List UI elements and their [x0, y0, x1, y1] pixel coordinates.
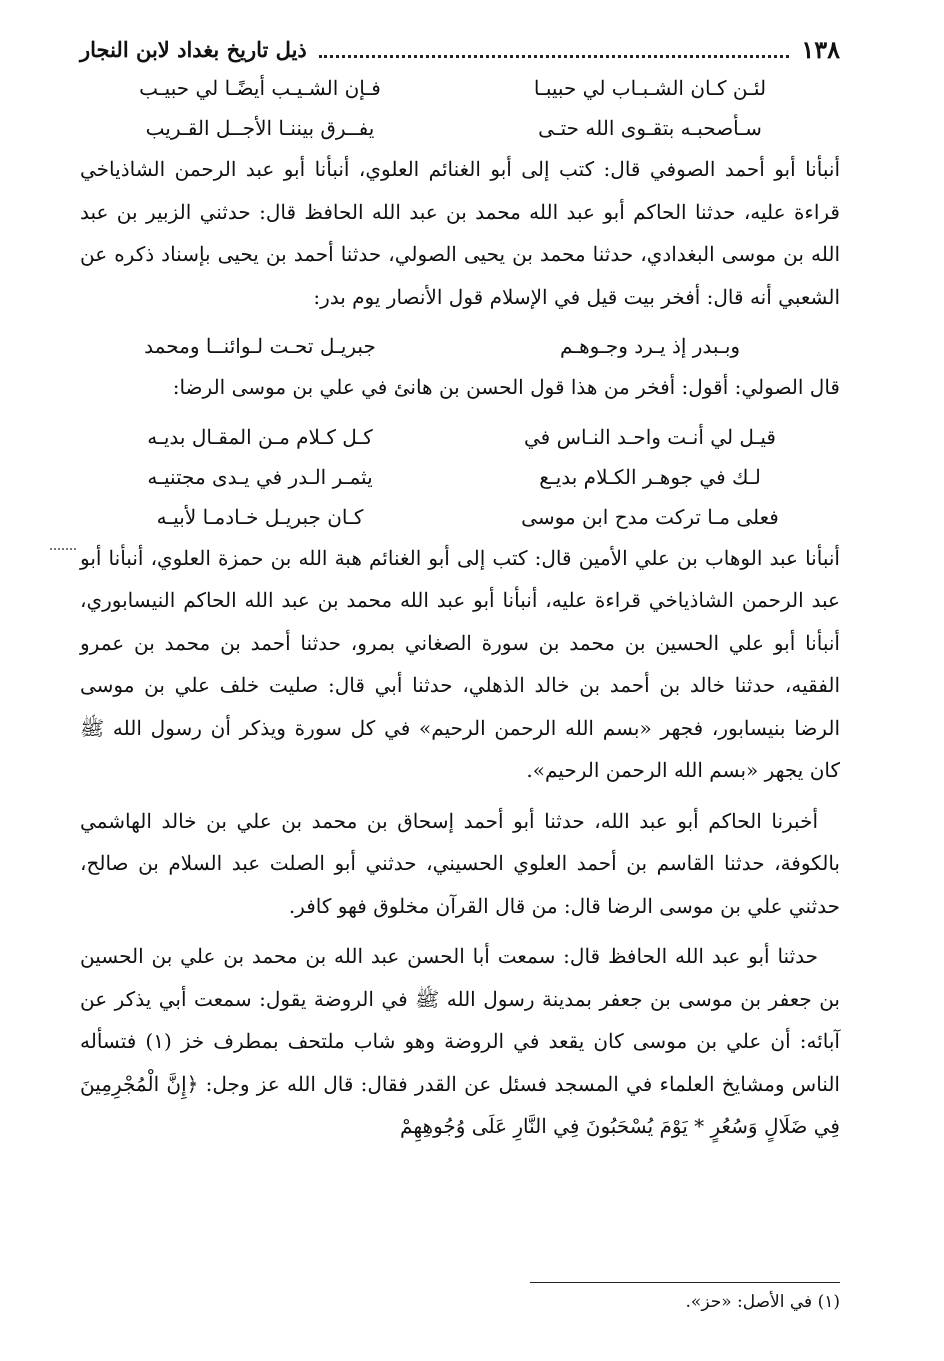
verse-second-hemistich: فـإن الشـيـب أيضًـا لي حبيـب — [139, 76, 381, 100]
verse-block-2 — [80, 330, 840, 362]
margin-dotted-mark — [50, 548, 76, 554]
paragraph-1: أنبأنا أبو أحمد الصوفي قال: كتب إلى أبو الغنائم العلوي، أنبأنا أبو عبد الرحمن الشاذياخي قراءة عليه، حدثنا الحاكم أبو عبد الله محمد بن عبد الله الحافظ قال: حدثني الزبير بن عبد الله بن موسى البغدادي، حدثنا محمد بن يحيى الصولي، حدثنا أحمد بن يحيى بإسناد ذكره عن الشعبي أنه قال: أفخر بيت قيل في الإسلام قول الأنصار يوم بدر: — [80, 157, 840, 309]
verse-line — [80, 421, 840, 453]
verse-first-hemistich: وبـبدر إذ يـرد وجـوهـم — [559, 334, 741, 358]
verse-line — [80, 72, 840, 104]
header-leader-dots — [319, 41, 790, 58]
verse-second-hemistich: يفــرق بيننـا الأجــل القـريب — [145, 116, 375, 140]
verse-block-1 — [80, 72, 840, 144]
paragraph-3: أنبأنا عبد الوهاب بن علي الأمين قال: كتب إلى أبو الغنائم هبة الله بن حمزة العلوي، أنبأنا أبو عبد الرحمن الشاذياخي قراءة عليه، أنبأنا أبو عبد الله محمد بن عبد الله الحاكم النيسابوري، أنبأنا أبو علي الحسين بن محمد بن سورة الصغاني بمرو، حدثنا أحمد بن محمد بن عمرو الفقيه، حدثنا خالد بن أحمد بن خالد الذهلي، حدثنا أبي قال: صليت خلف علي بن موسى الرضا بنيسابور، فجهر «بسم الله الرحمن الرحيم» في كل سورة ويذكر أن رسول الله ﷺ كان يجهر «بسم الله الرحمن الرحيم». — [80, 545, 840, 782]
verse-first-hemistich: سـأصحبـه بتقـوى الله حتـى — [538, 116, 762, 140]
paragraph-5: حدثنا أبو عبد الله الحافظ قال: سمعت أبا الحسن عبد الله بن محمد بن علي بن الحسين بن جعفر بن موسى بن جعفر بمدينة رسول الله ﷺ في الروضة يقول: سمعت أبي يذكر عن آبائه: أن علي بن موسى كان يقعد في الروضة وهو شاب ملتحف بمطرف خز (١) فتسأله الناس ومشايخ العلماء في المسجد فسئل عن القدر فقال: قال الله عز وجل: ﴿إِنَّ الْمُجْرِمِينَ فِي ضَلَالٍ وَسُعُرٍ * يَوْمَ يُسْحَبُونَ فِي النَّارِ عَلَى وُجُوهِهِمْ — [80, 944, 840, 1138]
paragraph-4: أخبرنا الحاكم أبو عبد الله، حدثنا أبو أحمد إسحاق بن محمد بن علي بن خالد الهاشمي بالكوفة، حدثنا القاسم بن أحمد العلوي الحسيني، حدثني أبو الصلت عبد السلام بن صالح، حدثني علي بن موسى الرضا قال: من قال القرآن مخلوق فهو كافر. — [80, 808, 840, 918]
verse-first-hemistich: لئـن كـان الشـبـاب لي حبيبـا — [533, 76, 767, 100]
verse-second-hemistich: يثمـر الـدر في يـدى مجتنيـه — [147, 464, 373, 489]
verse-line — [80, 501, 840, 533]
running-title: ذيل تاريخ بغداد لابن النجار — [80, 36, 307, 62]
verse-first-hemistich: قيـل لي أنـت واحـد النـاس في — [524, 424, 776, 449]
verse-second-hemistich: كـان جبريـل خـادمـا لأبيـه — [156, 504, 364, 529]
verse-line — [80, 330, 840, 362]
verse-second-hemistich: جبريـل تحـت لـوائنــا ومحمد — [144, 334, 376, 358]
verse-second-hemistich: كـل كـلام مـن المقـال بديـه — [147, 424, 373, 449]
verse-line — [80, 112, 840, 144]
page-number: ١٣٨ — [801, 34, 840, 64]
footnote: (١) في الأصل: «حز». — [685, 1292, 840, 1312]
verse-first-hemistich: فعلى مـا تركت مدح ابن موسى — [521, 504, 779, 529]
verse-line — [80, 461, 840, 493]
paragraph-2: قال الصولي: أقول: أفخر من هذا قول الحسن بن هانئ في علي بن موسى الرضا: — [172, 375, 840, 399]
footnote-divider — [530, 1282, 840, 1283]
verse-first-hemistich: لـك في جوهـر الكـلام بديـع — [539, 464, 761, 489]
page-header — [80, 30, 840, 68]
verse-block-3 — [80, 421, 840, 533]
book-page — [80, 30, 840, 1340]
